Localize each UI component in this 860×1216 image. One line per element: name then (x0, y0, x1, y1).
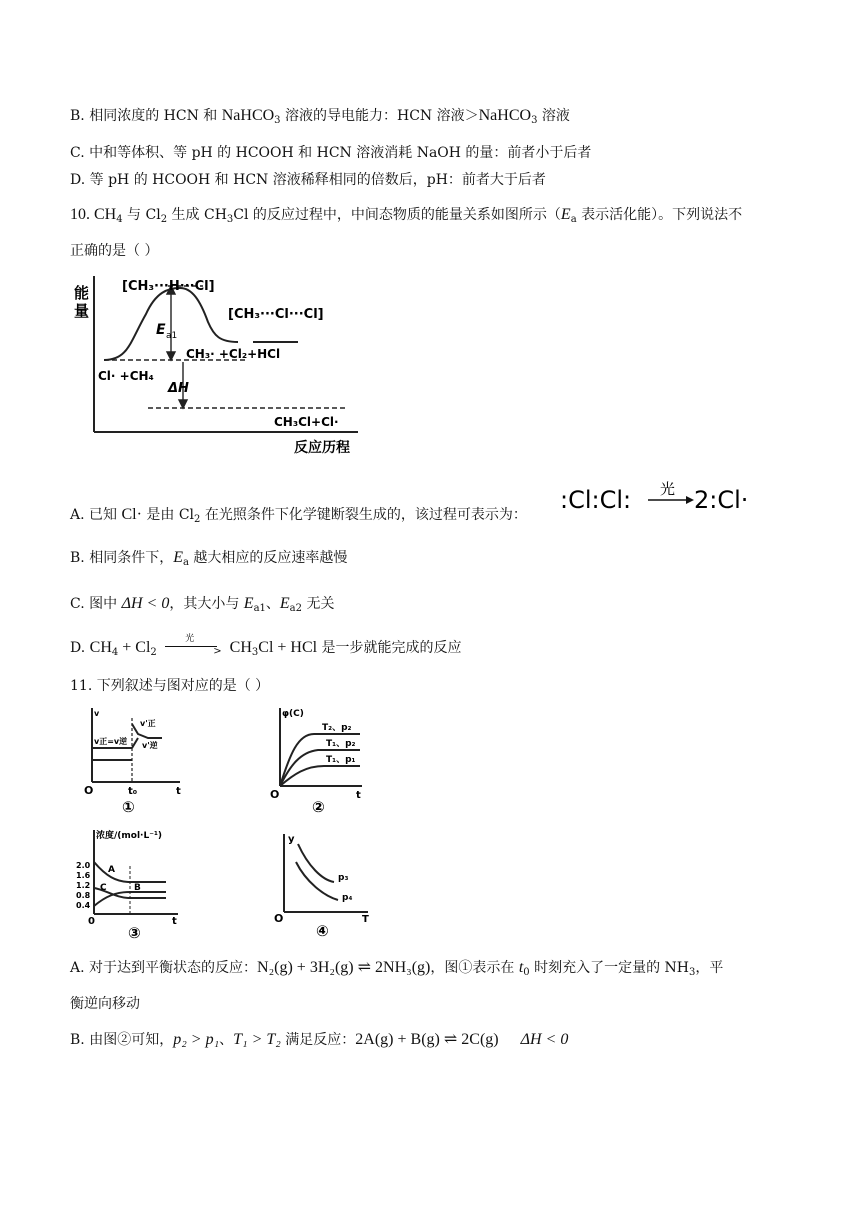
curve-label: p₃ (338, 873, 349, 883)
energy-diagram (68, 270, 378, 460)
label: v'逆 (142, 741, 158, 750)
formula: Cl· (121, 506, 142, 523)
text: D. (70, 640, 90, 656)
q9-option-c: C. 中和等体积、等 pH 的 HCOOH 和 HCN 溶液消耗 NaOH 的量：前者小于后者 (70, 145, 592, 161)
products-label: CH₃Cl+Cl· (274, 415, 339, 429)
figure-number: ④ (316, 922, 329, 940)
t0-symbol: t (518, 959, 524, 976)
q10-option-c (70, 594, 334, 619)
text: 溶液的导电能力：HCN 溶液＞ (280, 108, 479, 124)
ea-symbol: E (173, 549, 183, 566)
x-label: t (356, 790, 361, 801)
q11-option-a (70, 958, 723, 983)
light-label: 光 (660, 480, 676, 498)
subscript: a2 (289, 603, 302, 614)
curve-label: A (108, 865, 115, 875)
text: 无关 (302, 596, 335, 612)
q10-stem-line2: 正确的是（ ） (70, 243, 159, 259)
y-label: v (94, 709, 100, 718)
ea1-label: E (156, 322, 166, 338)
origin: O (84, 784, 94, 797)
origin: O (270, 788, 280, 801)
text: A. 对于达到平衡状态的反应： (70, 960, 258, 976)
subscript: 3 (226, 214, 234, 225)
text: C. 图中 (70, 596, 122, 612)
ea-symbol: E (243, 595, 254, 612)
q10-option-d (70, 634, 462, 663)
text: 是一步就能完成的反应 (317, 640, 462, 656)
formula: T₁ > T₂ (233, 1031, 281, 1048)
curve-label: T₂、p₂ (322, 723, 352, 733)
curve-label: p₄ (342, 893, 353, 903)
cl2-lewis: :Cl:Cl: (560, 486, 632, 514)
x-label: T (362, 914, 369, 925)
formula: NaHCO (221, 107, 275, 124)
ea-symbol: E (560, 206, 571, 223)
formula: CH (89, 639, 112, 656)
dh-label: ΔH (168, 381, 189, 396)
text: 满足反应： (280, 1032, 356, 1048)
text: 越大相应的反应速率越慢 (188, 550, 348, 566)
reactants-label: Cl· +CH₄ (98, 369, 154, 383)
formula: 2A(g) + B(g) ⇌ 2C(g) (355, 1031, 499, 1048)
text: 生成 CH (167, 207, 227, 223)
y-label: 浓度/(mol·L⁻¹) (96, 831, 163, 841)
intermediate-label: CH₃· +Cl₂+HCl (186, 347, 281, 361)
subscript: 2 (160, 214, 168, 225)
curve-label: B (134, 883, 141, 893)
figure-number: ② (312, 798, 325, 816)
text: 10. CH (70, 206, 117, 223)
ts2-label: [CH₃···Cl···Cl] (228, 307, 324, 322)
origin: 0 (88, 916, 95, 927)
subscript: 4 (116, 214, 123, 225)
text: A. 已知 (70, 507, 122, 523)
light-arrow: 光 > (165, 638, 221, 652)
figure-number: ① (122, 798, 135, 816)
text: 在光照条件下化学键断裂生成的，该过程可表示为： (200, 507, 527, 523)
x-label: t (172, 916, 177, 927)
figure-number: ③ (128, 924, 141, 942)
y-label: 量 (74, 302, 90, 320)
y-label: y (288, 834, 295, 845)
q10-stem (70, 205, 742, 230)
q11-option-b (70, 1030, 568, 1050)
x-label: 反应历程 (294, 440, 350, 456)
y-label: φ(C) (282, 709, 304, 719)
y-label: 能 (74, 284, 90, 302)
q10-option-b (70, 548, 347, 573)
formula: Cl + HCl (258, 639, 318, 656)
tick-label: 2.0 (76, 861, 91, 870)
t0-label: t₀ (128, 786, 138, 797)
tick-label: 1.6 (76, 871, 91, 880)
text: 与 Cl (122, 207, 161, 223)
formula: CH (229, 639, 252, 656)
q9-option-b (70, 106, 570, 131)
text: ，其大小与 (169, 596, 244, 612)
curve-label: T₁、p₁ (326, 755, 356, 765)
formula: N₂(g) + 3H₂(g) ⇌ 2NH₃(g) (257, 959, 431, 976)
label: v正=v逆 (94, 737, 128, 746)
subscript: 3 (689, 967, 696, 978)
tick-label: 0.4 (76, 901, 91, 910)
figure-2 (268, 704, 378, 822)
figure-4 (272, 830, 382, 942)
text: 、 (265, 596, 280, 612)
label: v'正 (140, 719, 156, 728)
text: ，平 (695, 960, 724, 976)
text: B. 由图②可知， (70, 1032, 174, 1048)
subscript: a (570, 214, 577, 225)
curve-label: C (100, 883, 107, 893)
x-label: t (176, 786, 181, 797)
origin: O (274, 912, 284, 925)
q10-option-a (70, 505, 527, 530)
curve-label: T₁、p₂ (326, 739, 356, 749)
text: 溶液 (537, 108, 570, 124)
text: Cl 的反应过程中，中间态物质的能量关系如图所示（ (233, 207, 561, 223)
subscript: 2 (150, 647, 157, 658)
q11-option-a-line2: 衡逆向移动 (70, 996, 140, 1012)
cl2-dissociation-equation (560, 476, 760, 520)
light-label: 光 (185, 634, 195, 644)
text: 表示活化能）。下列说法不 (576, 207, 743, 223)
ts1-label: [CH₃···H···Cl] (122, 279, 215, 294)
cl-radical-lewis: 2:Cl· (694, 486, 749, 514)
text: 、 (219, 1032, 234, 1048)
subscript: 0 (523, 967, 530, 978)
figure-3 (70, 826, 200, 942)
tick-label: 1.2 (76, 881, 91, 890)
ea1-sub: a1 (166, 331, 178, 341)
formula: + Cl (118, 639, 151, 656)
q11-stem: 11. 下列叙述与图对应的是（ ） (70, 678, 270, 694)
text: 相同浓度的 HCN 和 (89, 108, 222, 124)
tick-label: 0.8 (76, 891, 91, 900)
formula: ΔH < 0 (121, 595, 170, 612)
option-letter: B. (70, 108, 85, 124)
subscript: 3 (274, 115, 281, 126)
figure-1 (80, 704, 200, 822)
ea-symbol: E (279, 595, 290, 612)
subscript: 4 (111, 647, 119, 658)
subscript: 3 (251, 647, 259, 658)
text: B. 相同条件下， (70, 550, 174, 566)
text: 时刻充入了一定量的 NH (529, 960, 690, 976)
subscript: 3 (531, 115, 538, 126)
subscript: a (182, 557, 189, 568)
subscript: a1 (253, 603, 266, 614)
text: 是由 Cl (141, 507, 195, 523)
text: ，图①表示在 (430, 960, 519, 976)
q9-option-d: D. 等 pH 的 HCOOH 和 HCN 溶液稀释相同的倍数后，pH：前者大于后者 (70, 172, 546, 188)
formula: NaHCO (478, 107, 532, 124)
formula: ΔH < 0 (520, 1031, 569, 1048)
formula: p₂ > p₁ (173, 1031, 220, 1048)
subscript: 2 (194, 514, 201, 525)
